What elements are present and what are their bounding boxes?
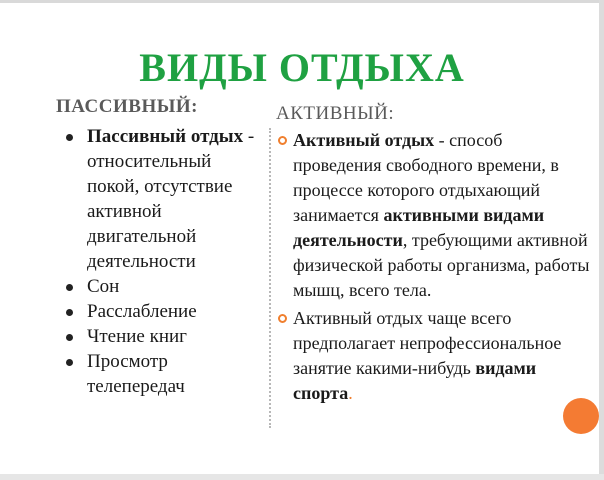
list-item (66, 299, 264, 324)
list-item (66, 124, 264, 274)
slide-title: ВИДЫ ОТДЫХА (139, 45, 465, 90)
bullet-icon (66, 359, 73, 366)
bullet-icon (66, 134, 73, 141)
ring-bullet-icon (278, 314, 287, 323)
bullet-icon (66, 284, 73, 291)
list-item (66, 324, 264, 349)
passive-heading: ПАССИВНЫЙ: (56, 96, 198, 117)
ring-bullet-icon (278, 136, 287, 145)
active-heading: АКТИВНЫЙ: (276, 103, 395, 124)
active-item-text: - способ проведения свободного времени, в процессе которого отдыхающий занимается (293, 130, 559, 225)
list-item (278, 306, 594, 406)
passive-item-bold: Пассивный отдых (87, 126, 244, 147)
list-item (278, 128, 594, 303)
bottom-edge (0, 474, 604, 480)
passive-item-text: Расслабление (87, 301, 197, 322)
bullet-icon (66, 334, 73, 341)
top-edge (0, 0, 604, 3)
active-item-text: Активный отдых чаще всего предполагает непрофессиональное занятие какими-нибудь (293, 308, 562, 378)
active-item-text: , требующими активной физической работы организма, работы мышц, всего тела. (293, 230, 590, 300)
active-item-bold: видами спорта (293, 358, 537, 403)
bullet-icon (66, 309, 73, 316)
list-item (66, 349, 264, 399)
passive-item-text: Сон (87, 276, 120, 297)
passive-list (66, 124, 264, 399)
active-list (278, 128, 594, 409)
passive-item-text: Чтение книг (87, 326, 187, 347)
active-item-end: . (348, 383, 353, 403)
passive-item-text: Просмотр телепередач (87, 351, 185, 397)
active-item-bold: Активный отдых (293, 130, 435, 150)
orange-circle-decoration (563, 398, 599, 434)
passive-item-text: - относительный покой, отсутствие активной двигательной деятельности (87, 126, 255, 272)
list-item (66, 274, 264, 299)
column-divider (269, 128, 272, 428)
active-item-bold: активными видами деятельности (293, 205, 545, 250)
